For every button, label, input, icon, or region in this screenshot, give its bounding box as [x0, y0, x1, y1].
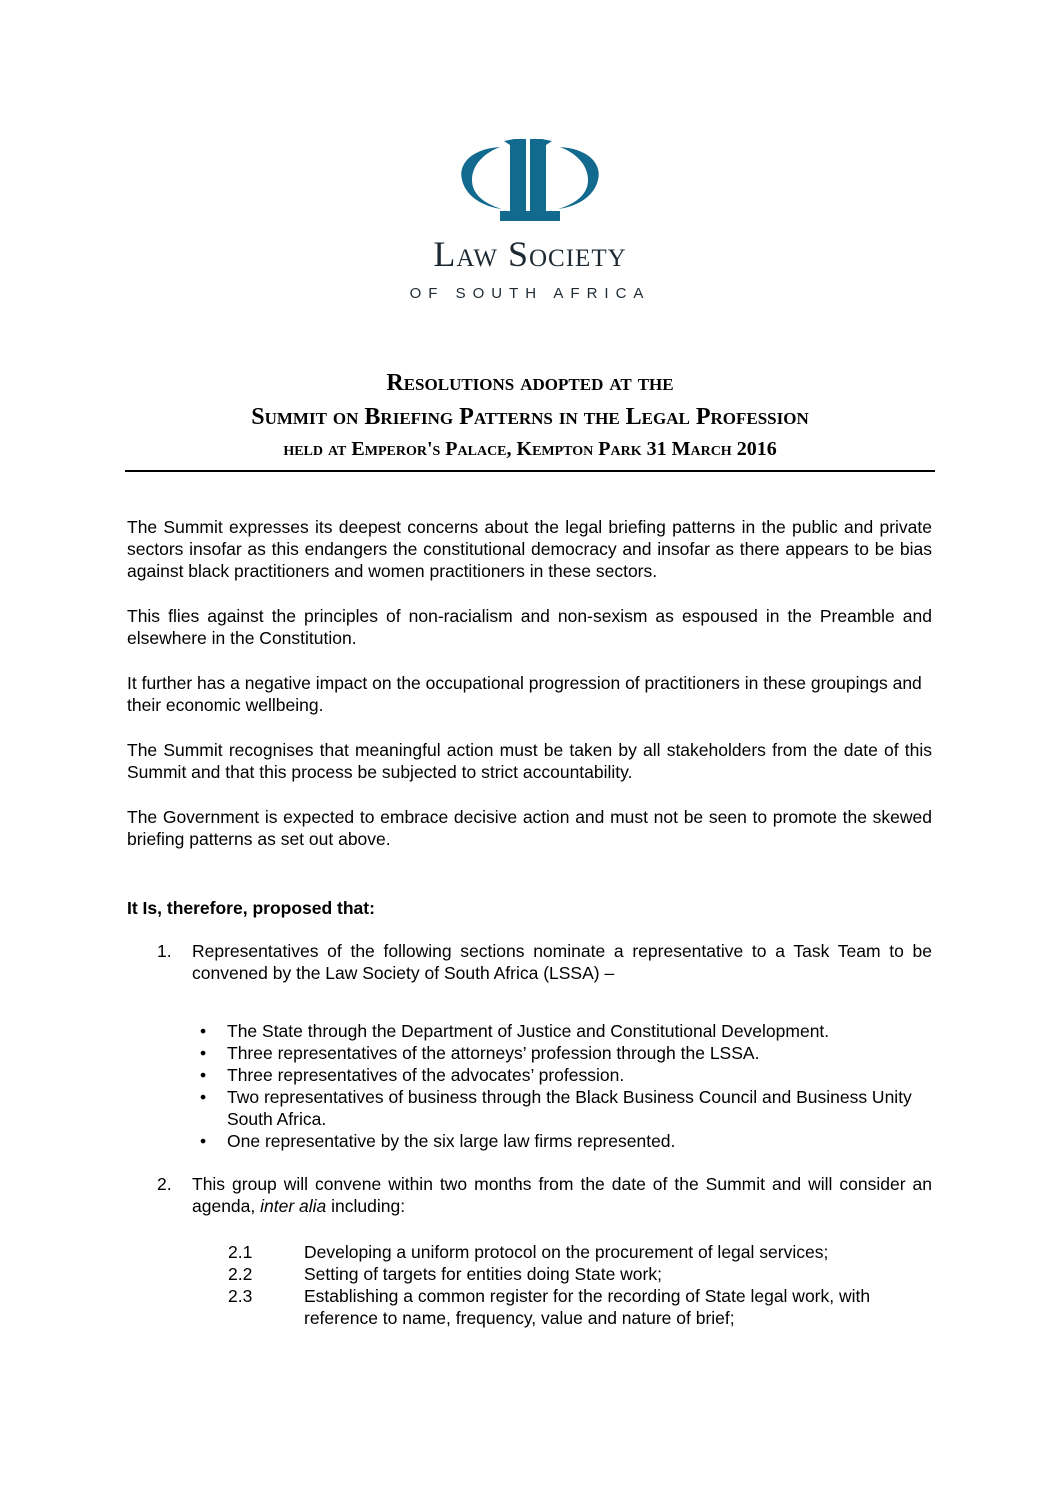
sub-item: 2.3 Establishing a common register for the recording of State legal work, with reference to name, frequency, value and nature of brief;: [228, 1286, 871, 1328]
bullet-icon: •: [200, 1021, 207, 1041]
item-number: 1.: [157, 941, 172, 961]
document-title: [125, 366, 935, 464]
column-emblem-icon: [460, 135, 600, 225]
paragraph: The Government is expected to embrace decisive action and must not be seen to promote the skewed briefing patterns as set out above.: [127, 807, 932, 849]
bullet-icon: •: [200, 1131, 207, 1151]
bullet-list: [192, 1020, 932, 1152]
list-item: • Two representatives of business through the Black Business Council and Business Unity South Africa.: [200, 1087, 912, 1129]
sub-item: 2.1 Developing a uniform protocol on the procurement of legal services;: [228, 1242, 829, 1262]
list-item: • Three representatives of the attorneys’ profession through the LSSA.: [200, 1043, 760, 1063]
title-line-1: Resolutions adopted at the: [386, 370, 674, 396]
paragraph: It further has a negative impact on the occupational progression of practitioners in these groupings and their economic wellbeing.: [127, 673, 922, 715]
sub-list: [228, 1241, 933, 1329]
law-society-logo: [360, 135, 700, 315]
title-line-2: Summit on Briefing Patterns in the Legal Profession: [251, 404, 809, 430]
title-divider: [125, 470, 935, 472]
list-item: • One representative by the six large law firms represented.: [200, 1131, 676, 1151]
bullet-icon: •: [200, 1087, 207, 1107]
item-text: Representatives of the following sections nominate a representative to a Task Team to be convened by the Law Society of South Africa (LSSA) –: [192, 941, 932, 983]
numbered-item-2: [157, 1173, 932, 1217]
item-text: This group will convene within two months from the date of the Summit and will consider an agenda, inter alia including:: [192, 1174, 932, 1216]
item-number: 2.: [157, 1174, 172, 1194]
proposal-heading: It Is, therefore, proposed that:: [127, 898, 375, 918]
bullet-icon: •: [200, 1043, 207, 1063]
logo-name: Law Society: [433, 234, 627, 274]
paragraph: This flies against the principles of non-racialism and non-sexism as espoused in the Preamble and elsewhere in the Constitution.: [127, 606, 932, 648]
title-line-3: held at Emperor's Palace, Kempton Park 31 March 2016: [283, 438, 777, 460]
logo-subtitle: OF SOUTH AFRICA: [409, 285, 651, 302]
list-item: • The State through the Department of Justice and Constitutional Development.: [200, 1021, 830, 1041]
numbered-item-1: [157, 940, 932, 984]
paragraph: The Summit recognises that meaningful action must be taken by all stakeholders from the date of this Summit and that this process be subjected to strict accountability.: [127, 740, 932, 782]
sub-item: 2.2 Setting of targets for entities doing State work;: [228, 1264, 662, 1284]
paragraph: The Summit expresses its deepest concerns about the legal briefing patterns in the public and private sectors insofar as this endangers the constitutional democracy and insofar as there appears to be bias against black practitioners and women practitioners in these sectors.: [127, 517, 932, 581]
bullet-icon: •: [200, 1065, 207, 1085]
list-item: • Three representatives of the advocates’ profession.: [200, 1065, 625, 1085]
